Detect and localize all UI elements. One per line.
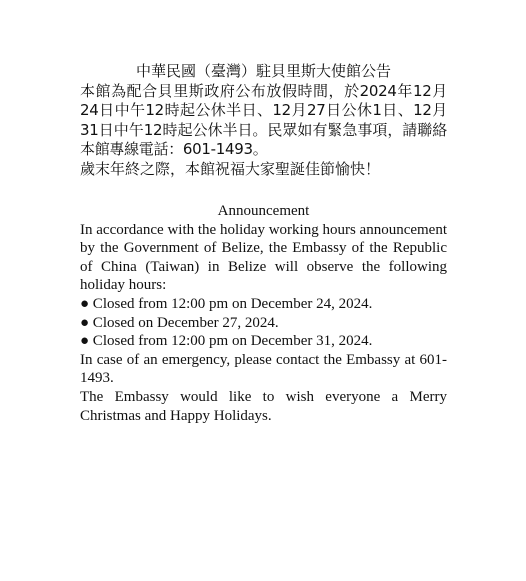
- english-title: Announcement: [217, 203, 310, 219]
- chinese-title: 中華民國（臺灣）駐貝里斯大使館公告: [135, 62, 391, 80]
- english-intro: In accordance with the holiday working hours announcement by the Government of Belize, the Embassy of the Republic of China (Taiwan) in Belize will observe the following holiday hours:: [80, 221, 447, 294]
- holiday-hours-item: ● Closed from 12:00 pm on December 24, 2024.: [80, 295, 373, 312]
- holiday-hours-item: ● Closed on December 27, 2024.: [80, 314, 279, 331]
- announcement-document: [80, 62, 447, 425]
- holiday-hours-list: [80, 295, 447, 351]
- chinese-body: 本館為配合貝里斯政府公布放假時間，於2024年12月24日中午12時起公休半日、12月27日公休1日、12月31日中午12時起公休半日。民眾如有緊急事項，請聯絡本館專線電話：601-1493。: [80, 81, 447, 158]
- chinese-wish: 歲末年終之際，本館祝福大家聖誕佳節愉快！: [80, 159, 381, 178]
- english-emergency: In case of an emergency, please contact the Embassy at 601-1493.: [80, 351, 447, 387]
- holiday-hours-item: ● Closed from 12:00 pm on December 31, 2024.: [80, 333, 373, 350]
- english-wish: The Embassy would like to wish everyone a Merry Christmas and Happy Holidays.: [80, 388, 447, 424]
